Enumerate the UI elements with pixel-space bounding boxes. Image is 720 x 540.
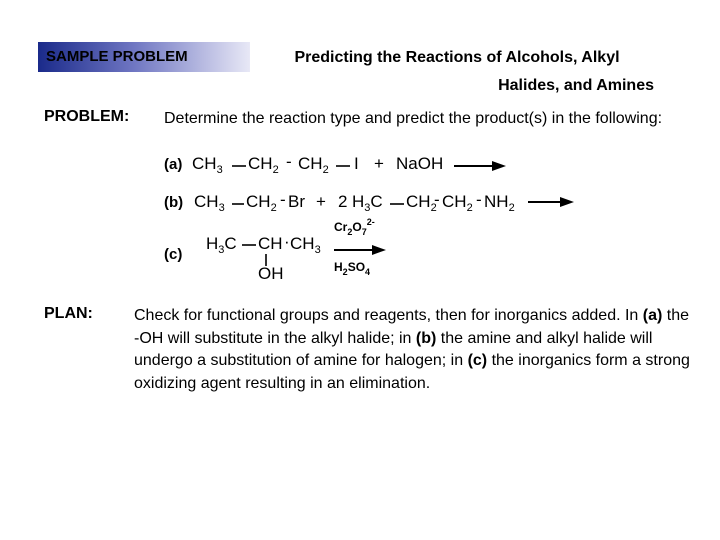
reaction-b-coef: 2 xyxy=(338,192,348,211)
bond-line xyxy=(242,243,256,247)
reaction-c-reagent-bottom: $H_2SO_4$ xyxy=(334,260,371,277)
page-title xyxy=(260,44,654,100)
reaction-c-ch: CH xyxy=(258,234,283,253)
reaction-b-ch2-amine-2: $CH_2$ xyxy=(442,192,473,214)
reaction-b-nh2: $NH_2$ xyxy=(484,192,515,214)
reaction-b-ch3: $CH_3$ xyxy=(194,192,225,214)
reaction-c-h3c: $H_3C$ xyxy=(206,234,237,256)
reaction-b-tag: (b) xyxy=(164,194,184,211)
reaction-b-ch2: $CH_2$ xyxy=(246,192,277,214)
reaction-a-plus: + xyxy=(374,154,384,173)
reaction-c xyxy=(164,216,684,286)
plan-ref-c: (c) xyxy=(467,352,488,369)
plan-ref-b: (b) xyxy=(415,329,437,347)
reaction-a-ch2-first: $CH_2$ xyxy=(248,154,279,176)
reaction-a xyxy=(164,152,684,182)
plan-label: PLAN: xyxy=(44,305,93,322)
reaction-a-iodine: I xyxy=(354,154,359,173)
reaction-b-plus: + xyxy=(316,192,326,211)
reaction-a-arrow xyxy=(454,160,506,172)
bond-dash: - xyxy=(434,190,440,209)
plan-text-part-2: the -OH will substitute in the alkyl halide; in xyxy=(134,307,690,347)
title-line-2: Halides, and Amines xyxy=(498,77,654,94)
reaction-c-oh: OH xyxy=(258,264,284,283)
reaction-c-reagent-top: $Cr_2O_7^{2-}$ xyxy=(334,217,375,237)
plan-text-part-1: Check for functional groups and reagents, then for inorganics added. In xyxy=(134,307,643,324)
reaction-c-ch3: $CH_3$ xyxy=(290,234,321,256)
reaction-b-h3c: $H_3C$ xyxy=(352,192,383,214)
bond-line xyxy=(390,202,404,206)
banner-label: SAMPLE PROBLEM xyxy=(46,48,188,65)
sample-problem-banner xyxy=(38,42,250,72)
bond-line xyxy=(336,164,350,168)
bond-dash: - xyxy=(476,190,482,209)
title-line-1: Predicting the Reactions of Alcohols, Alkyl xyxy=(294,49,620,66)
bond-dot: · xyxy=(284,232,290,251)
bond-line xyxy=(232,164,246,168)
plan-text-part-4: the inorganics form a strong oxidizing agent resulting in an elimination. xyxy=(134,352,690,392)
reaction-a-reagent: NaOH xyxy=(396,154,444,173)
plan-ref-a: (a) xyxy=(642,307,663,324)
reaction-b-bromine: Br xyxy=(288,192,305,211)
plan-text-part-3: the amine and alkyl halide will undergo a substitution of amine for halogen; in xyxy=(134,329,653,369)
reaction-a-ch2-second: $CH_2$ xyxy=(298,154,329,176)
reaction-a-tag: (a) xyxy=(164,156,183,173)
bond-dash: - xyxy=(280,190,286,209)
reaction-b-ch2-amine: $CH_2$ xyxy=(406,192,437,214)
plan-text xyxy=(134,305,694,395)
reaction-c-tag: (c) xyxy=(164,246,183,263)
problem-label: PROBLEM: xyxy=(44,108,130,125)
bond-line xyxy=(232,202,244,206)
bond-dash: - xyxy=(286,152,292,171)
reaction-b-arrow xyxy=(528,196,574,208)
problem-text: Determine the reaction type and predict the product(s) in the following: xyxy=(164,110,663,127)
reaction-a-ch3: $CH_3$ xyxy=(192,154,223,176)
reaction-c-arrow xyxy=(334,244,386,256)
